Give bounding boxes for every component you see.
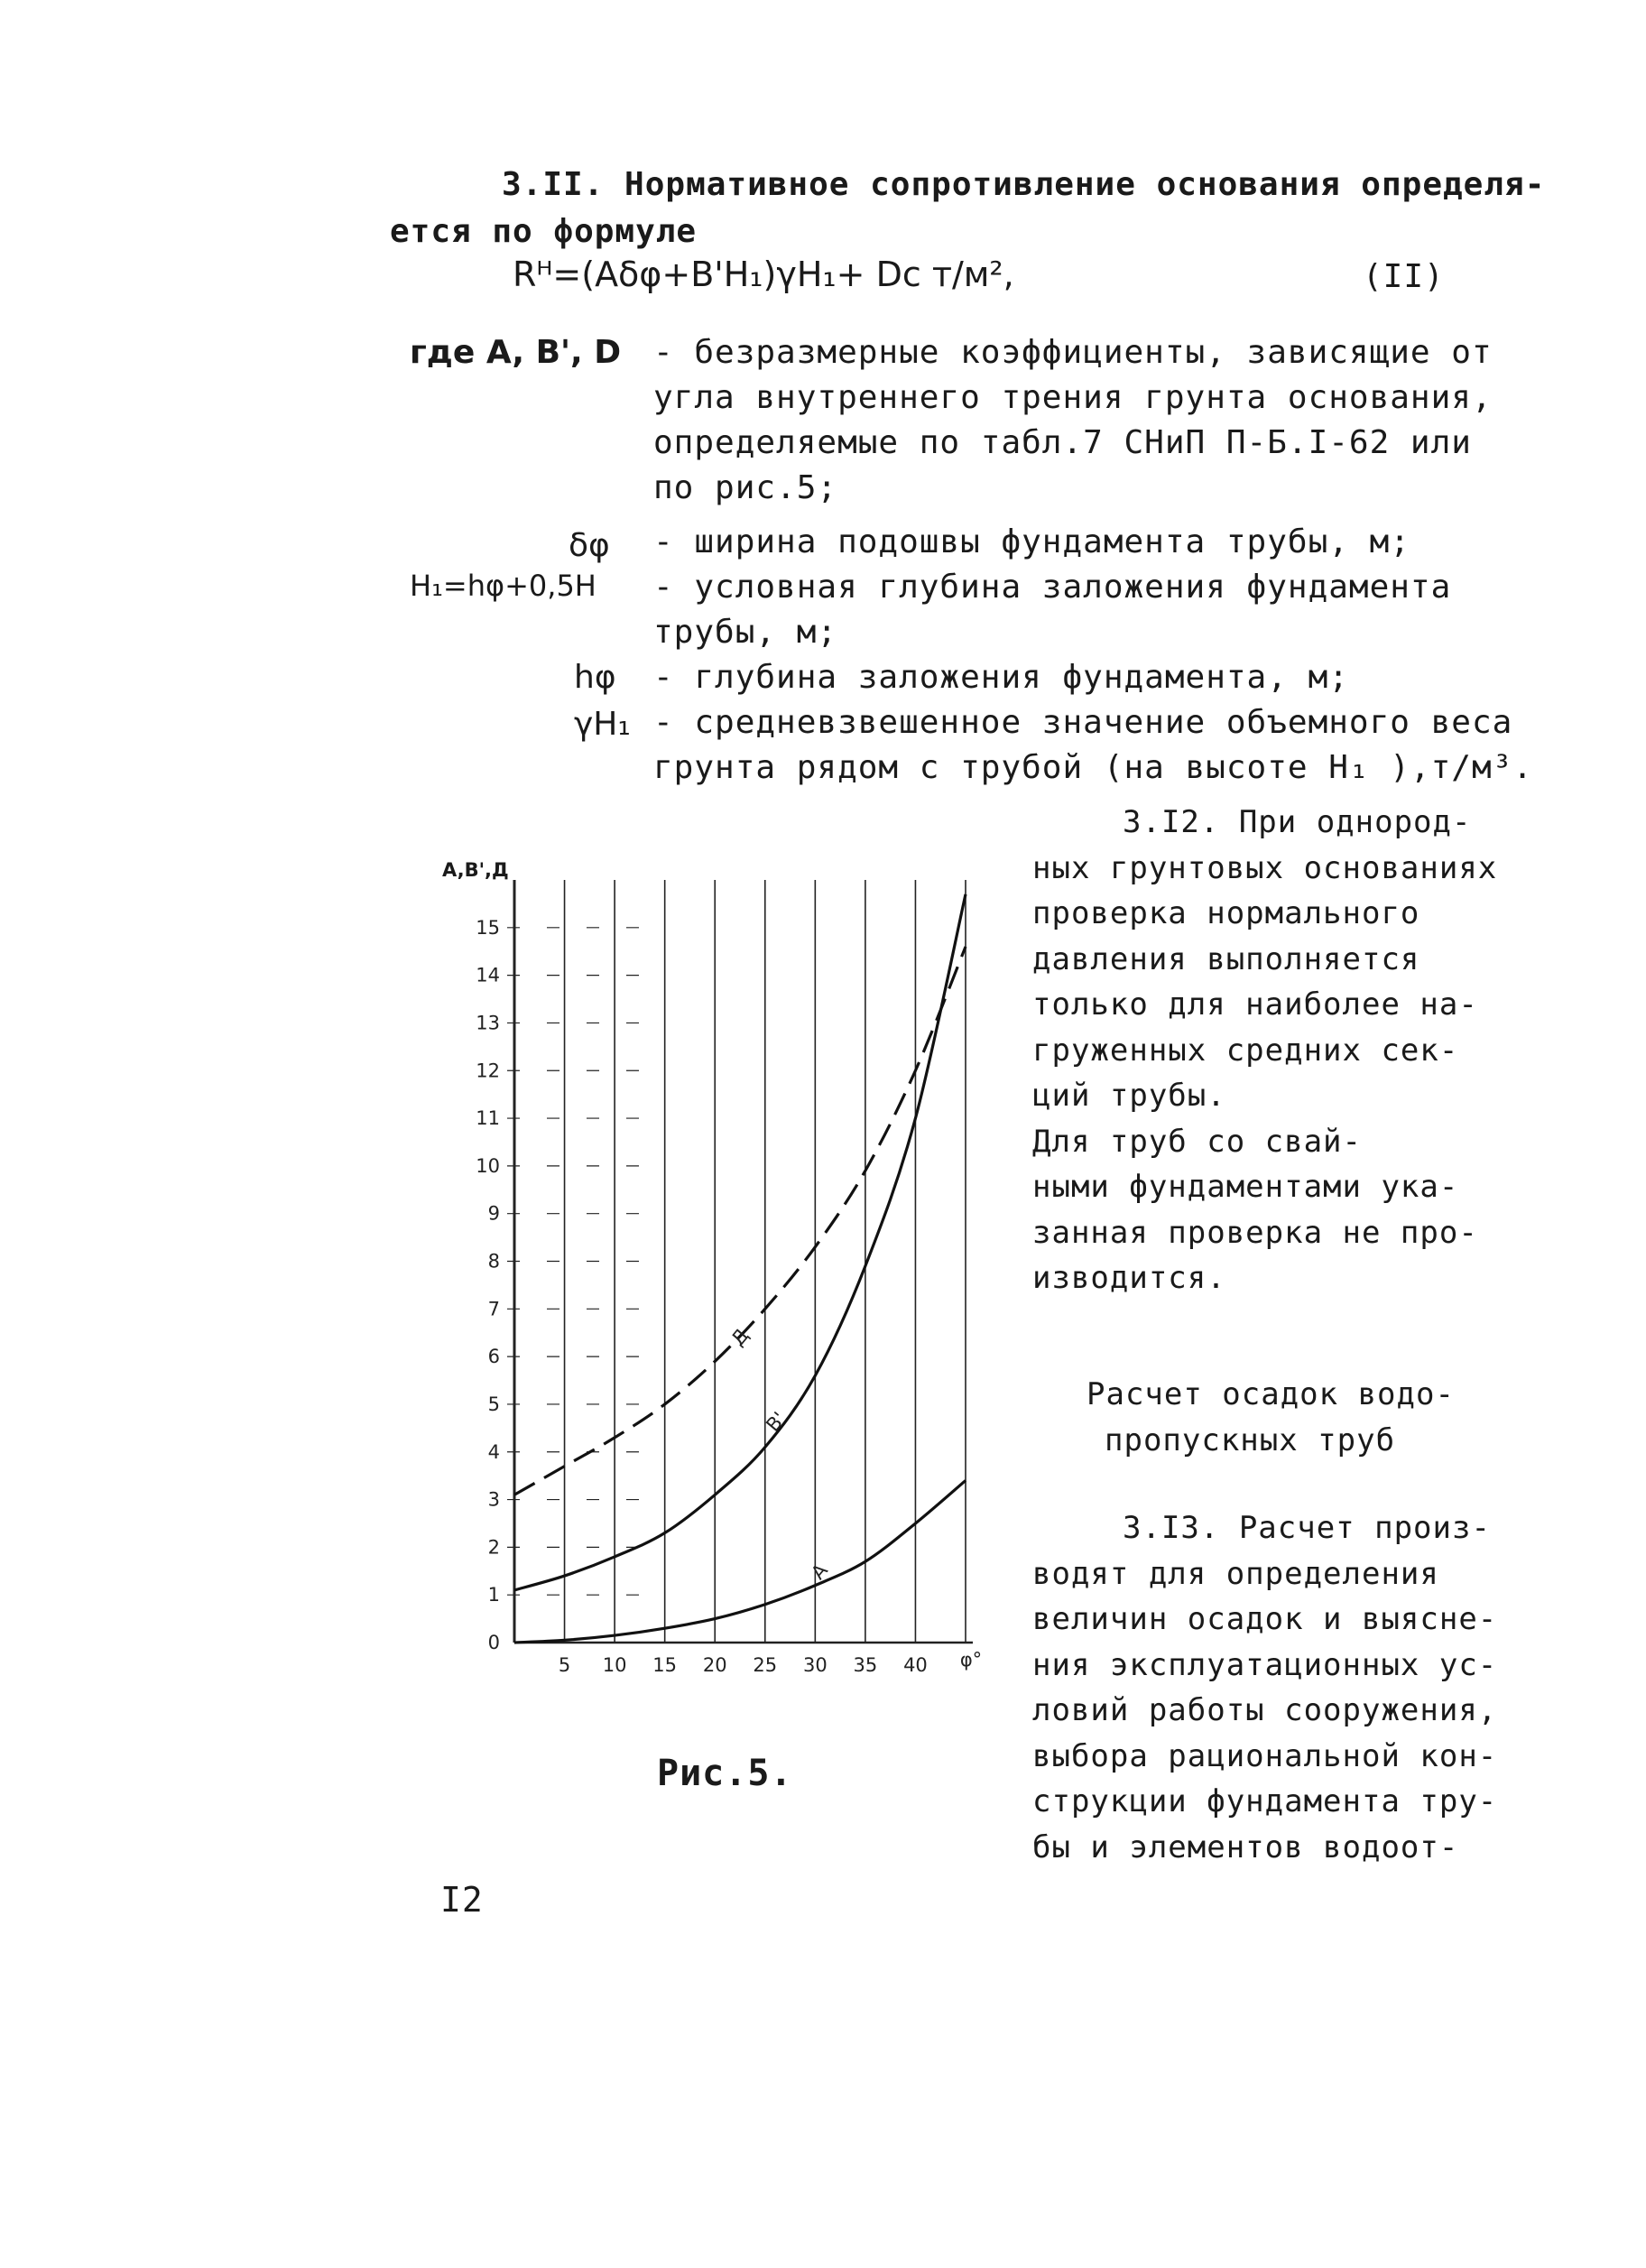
chart-ticks [476,917,982,1676]
curve-label: Д [726,1324,754,1350]
subheading-line: Расчет осадок водо- [1087,1376,1455,1412]
paragraph-line: ных грунтовых основаниях [1032,849,1498,886]
paragraph-line: 3.I3. Расчет произ- [1123,1510,1491,1546]
definition-line: - средневзвешенное значение объемного веса [653,704,1513,741]
y-axis-label: A,B',Д [442,859,509,881]
definition-text [653,330,1493,511]
section-311-line2: ется по формуле [390,213,698,250]
y-tick-label: 14 [476,964,500,986]
figure-5-chart [433,848,993,1715]
definition-line: - глубина заложения фундамента, м; [653,659,1349,696]
y-tick-label: 7 [487,1298,500,1320]
y-tick-label: 11 [476,1107,500,1130]
paragraph-line: занная проверка не про- [1032,1214,1478,1251]
section-313-text [1032,1505,1497,1870]
section-312-text [1032,800,1497,1301]
subheading [1087,1372,1455,1463]
series-line-1 [514,947,966,1495]
y-tick-label: 2 [487,1536,500,1559]
definition-symbol: где A, B', D [410,334,622,371]
section-311-line1: 3.II. Нормативное сопротивление основания определя- [502,166,1546,203]
definition-line: - безразмерные коэффициенты, зависящие от [653,334,1493,371]
paragraph-line: 3.I2. При однород- [1123,804,1472,840]
paragraph-line: давления выполняется [1032,940,1420,977]
x-axis-label: φ° [959,1649,983,1671]
definition-line: грунта рядом с трубой (на высоте H₁ ),т/м³. [653,749,1533,786]
curve-label: A [807,1560,832,1584]
formula: Rᴴ=(Aδφ+B'H₁)γH₁+ Dc т/м², [513,255,1014,294]
definition-line: угла внутреннего трения грунта основания, [653,379,1493,416]
definition-text [653,520,1410,565]
series-line-2 [514,894,966,1590]
y-tick-label: 8 [487,1250,500,1273]
definition-line: - условная глубина заложения фундамента [653,569,1452,606]
chart-grid [507,880,973,1643]
formula-number: (II) [1363,258,1445,295]
y-tick-label: 15 [476,916,500,939]
definition-symbol: H₁=hφ+0,5H [410,569,596,603]
x-tick-label: 20 [702,1654,727,1676]
x-tick-label: 25 [753,1654,778,1676]
series-line-3 [514,1480,966,1643]
paragraph-line: изводится. [1032,1260,1226,1296]
paragraph-line: ния эксплуатационных ус- [1032,1646,1498,1683]
figure-caption: Рис.5. [657,1753,793,1794]
paragraph-line: струкции фундамента тру- [1032,1783,1498,1819]
y-tick-label: 3 [487,1488,500,1511]
curve-label: B' [762,1407,791,1436]
paragraph-line: ловий работы сооружения, [1032,1692,1498,1728]
chart-curves [514,894,966,1643]
paragraph-line: проверка нормального [1032,895,1420,931]
paragraph-line: ций трубы. [1032,1078,1226,1114]
subheading-line: пропускных труб [1105,1421,1396,1458]
x-tick-label: 35 [853,1654,878,1676]
paragraph-line: выбора рациональной кон- [1032,1737,1498,1774]
x-tick-label: 10 [602,1654,627,1676]
y-tick-label: 4 [487,1440,500,1463]
definition-text [653,700,1533,791]
definition-line: трубы, м; [653,614,838,651]
paragraph-line: величин осадок и выясне- [1032,1601,1498,1637]
definition-symbol: γH₁ [574,706,631,743]
paragraph-line: ными фундаментами ука- [1032,1169,1459,1205]
x-tick-label: 15 [652,1654,678,1676]
y-tick-label: 9 [487,1202,500,1225]
definition-line: определяемые по табл.7 СНиП П-Б.I-62 или [653,424,1472,461]
paragraph-line: Для труб со свай- [1032,1123,1362,1160]
paragraph-line: бы и элементов водоот- [1032,1828,1459,1865]
paragraph-line: груженных средних сек- [1032,1032,1459,1069]
page-number: I2 [440,1880,484,1920]
x-tick-label: 5 [558,1654,571,1676]
definition-line: по рис.5; [653,469,838,506]
definition-symbol: hφ [574,659,616,696]
y-tick-label: 0 [487,1632,500,1653]
y-tick-label: 13 [476,1012,500,1034]
definition-text [653,655,1349,700]
y-tick-label: 6 [487,1346,500,1368]
y-tick-label: 1 [487,1584,500,1606]
x-tick-label: 40 [903,1654,928,1676]
y-tick-label: 10 [476,1154,500,1177]
paragraph-line: только для наиболее на- [1032,986,1478,1023]
y-tick-label: 12 [476,1060,500,1082]
paragraph-line: водят для определения [1032,1555,1439,1592]
y-tick-label: 5 [487,1393,500,1415]
x-tick-label: 30 [802,1654,828,1676]
definition-symbol: δφ [569,527,610,564]
definition-line: - ширина подошвы фундамента трубы, м; [653,523,1410,560]
definition-text [653,565,1451,655]
